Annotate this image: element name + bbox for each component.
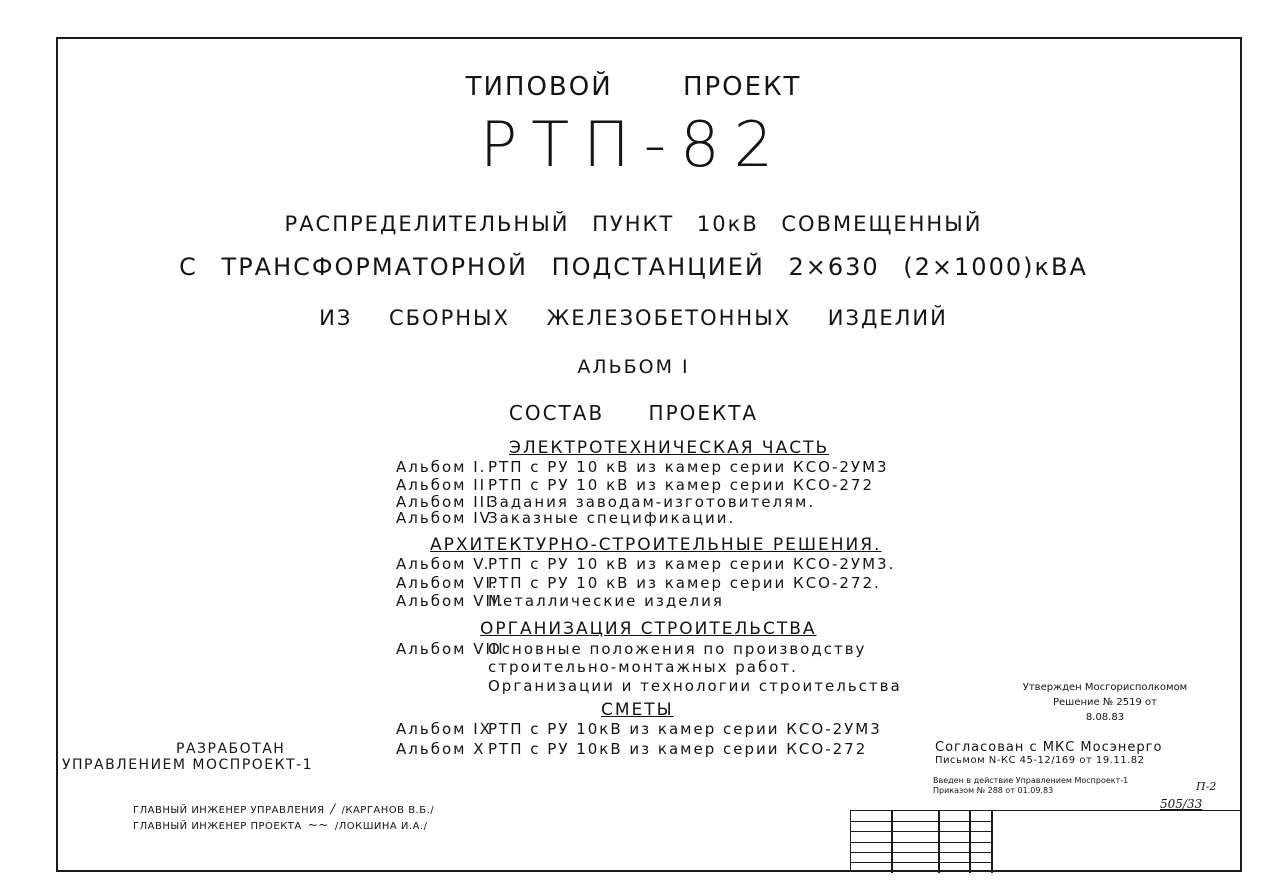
album-line — [396, 476, 874, 494]
album-label: Альбом VIII — [396, 640, 505, 658]
title-line-1: РАСПРЕДЕЛИТЕЛЬНЫЙ ПУНКТ 10кВ СОВМЕЩЕННЫЙ — [284, 212, 983, 236]
album-description: Заказные спецификации. — [488, 509, 736, 527]
album-description: РТП с РУ 10 кВ из камер серии КСО-272 — [488, 476, 875, 494]
album-label: Альбом X — [396, 740, 486, 758]
album-line — [396, 509, 735, 527]
title-line-3: ИЗ СБОРНЫХ ЖЕЛЕЗОБЕТОННЫХ ИЗДЕЛИЙ — [319, 306, 948, 330]
album-description: РТП с РУ 10кВ из камер серии КСО-272 — [488, 740, 868, 758]
album-line — [396, 740, 867, 758]
album-number: АЛЬБОМ I — [577, 356, 690, 378]
chief-engineer-project-title: ГЛАВНЫЙ ИНЖЕНЕР ПРОЕКТА — [133, 821, 302, 832]
approval-line-2: Решение № 2519 от — [1052, 697, 1157, 708]
title-line-2: С ТРАНСФОРМАТОРНОЙ ПОДСТАНЦИЕЙ 2×630 (2×1000)кВА — [179, 253, 1088, 281]
chief-engineer-dept-title: ГЛАВНЫЙ ИНЖЕНЕР УПРАВЛЕНИЯ — [133, 805, 325, 816]
album-label: Альбом IV — [396, 509, 492, 527]
section-heading: АРХИТЕКТУРНО-СТРОИТЕЛЬНЫЕ РЕШЕНИЯ. — [430, 535, 882, 555]
album-line — [396, 640, 866, 658]
section-heading: СМЕТЫ — [601, 700, 674, 720]
album-line — [396, 555, 895, 573]
project-name: РТП-82 — [479, 108, 788, 181]
album-label: Альбом VII. — [396, 592, 506, 610]
project-kind: ТИПОВОЙ ПРОЕКТ — [465, 72, 802, 102]
album-line — [396, 677, 902, 695]
chief-engineer-project-label — [133, 818, 427, 832]
chief-engineer-project-name: /ЛОКШИНА И.А./ — [334, 821, 428, 832]
developer-line-2: УПРАВЛЕНИЕМ МОСПРОЕКТ-1 — [62, 757, 314, 773]
album-description: Основные положения по производству — [488, 640, 867, 658]
enacted-line-2: Приказом № 288 от 01.09.83 — [933, 786, 1054, 795]
album-label: Альбом VI. — [396, 574, 499, 592]
album-line — [396, 658, 798, 676]
album-line — [396, 458, 889, 476]
section-heading: ОРГАНИЗАЦИЯ СТРОИТЕЛЬСТВА — [480, 619, 817, 639]
album-description: РТП с РУ 10 кВ из камер серии КСО-2УМ3. — [488, 555, 896, 573]
album-description: строительно-монтажных работ. — [488, 658, 798, 676]
section-heading: ЭЛЕКТРОТЕХНИЧЕСКАЯ ЧАСТЬ — [509, 438, 830, 458]
album-description: Металлические изделия — [488, 592, 724, 610]
title-block-stamp — [850, 810, 1242, 872]
album-description: Организации и технологии строительства — [488, 677, 902, 695]
album-line — [396, 574, 881, 592]
signature: ~~ — [307, 818, 329, 832]
chief-engineer-dept-label — [133, 802, 434, 817]
agreed-line-2: Письмом N-КС 45-12/169 от 19.11.82 — [935, 755, 1145, 766]
album-line — [396, 720, 882, 738]
composition-title: СОСТАВ ПРОЕКТА — [508, 401, 759, 425]
album-label: Альбом II — [396, 476, 487, 494]
album-description: РТП с РУ 10 кВ из камер серии КСО-2УМ3 — [488, 458, 889, 476]
sheet-mark: П-2 — [1196, 780, 1217, 793]
album-label: Альбом I. — [396, 458, 487, 476]
album-label: Альбом IX — [396, 720, 492, 738]
developer-line-1: РАЗРАБОТАН — [176, 741, 286, 757]
album-description: Задания заводам-изготовителям. — [488, 493, 816, 511]
approval-line-3: 8.08.83 — [1085, 712, 1125, 723]
enacted-line-1: Введен в действие Управлением Моспроект-1 — [933, 776, 1129, 785]
album-description: РТП с РУ 10кВ из камер серии КСО-2УМ3 — [488, 720, 882, 738]
approval-line-1: Утвержден Мосгорисполкомом — [1022, 682, 1188, 693]
album-description: РТП с РУ 10 кВ из камер серии КСО-272. — [488, 574, 881, 592]
inventory-number: 505/33 — [1160, 797, 1203, 811]
album-label: Альбом V. — [396, 555, 491, 573]
agreed-line-1: Согласован с МКС Мосэнерго — [935, 740, 1163, 755]
album-line — [396, 592, 724, 610]
chief-engineer-dept-name: /КАРГАНОВ В.Б./ — [341, 805, 435, 816]
signature: / — [330, 802, 336, 817]
album-label: Альбом III — [396, 493, 493, 511]
